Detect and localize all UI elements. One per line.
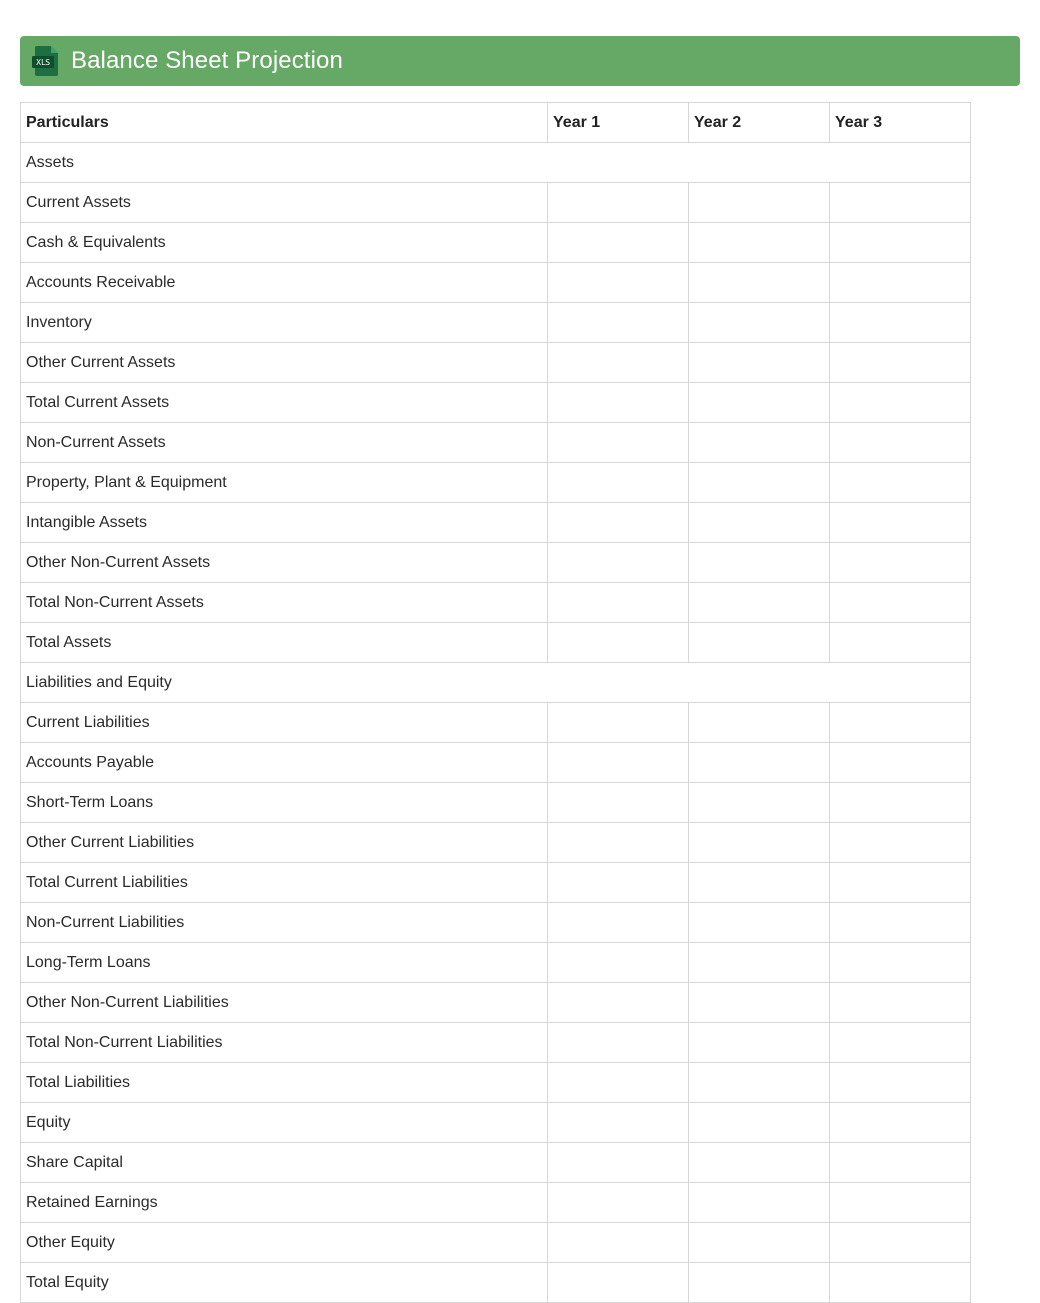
- page-header: [20, 36, 1020, 86]
- year-2-cell[interactable]: [689, 1223, 830, 1263]
- table-row: [21, 183, 971, 223]
- year-1-cell[interactable]: [548, 503, 689, 543]
- table-row: [21, 703, 971, 743]
- year-3-cell[interactable]: [830, 543, 971, 583]
- year-2-cell[interactable]: [689, 823, 830, 863]
- year-1-cell[interactable]: [548, 743, 689, 783]
- year-1-cell[interactable]: [548, 783, 689, 823]
- year-1-cell[interactable]: [548, 1263, 689, 1303]
- section-label: Assets: [21, 143, 971, 183]
- year-2-cell[interactable]: [689, 303, 830, 343]
- row-label: Current Liabilities: [21, 703, 548, 743]
- year-1-cell[interactable]: [548, 263, 689, 303]
- row-label: Other Current Liabilities: [21, 823, 548, 863]
- row-label: Current Assets: [21, 183, 548, 223]
- table-row: [21, 463, 971, 503]
- table-row: [21, 783, 971, 823]
- year-1-cell[interactable]: [548, 463, 689, 503]
- row-label: Share Capital: [21, 1143, 548, 1183]
- row-label: Equity: [21, 1103, 548, 1143]
- year-2-cell[interactable]: [689, 463, 830, 503]
- year-3-cell[interactable]: [830, 623, 971, 663]
- row-label: Total Assets: [21, 623, 548, 663]
- row-label: Other Non-Current Liabilities: [21, 983, 548, 1023]
- year-1-cell[interactable]: [548, 983, 689, 1023]
- year-3-cell[interactable]: [830, 1143, 971, 1183]
- year-3-cell[interactable]: [830, 863, 971, 903]
- row-label: Inventory: [21, 303, 548, 343]
- year-1-cell[interactable]: [548, 343, 689, 383]
- row-label: Short-Term Loans: [21, 783, 548, 823]
- row-label: Non-Current Liabilities: [21, 903, 548, 943]
- section-row: [21, 143, 971, 183]
- table-row: [21, 543, 971, 583]
- year-3-cell[interactable]: [830, 703, 971, 743]
- year-2-cell[interactable]: [689, 343, 830, 383]
- year-3-cell[interactable]: [830, 1103, 971, 1143]
- year-3-cell[interactable]: [830, 983, 971, 1023]
- table-row: [21, 743, 971, 783]
- year-2-cell[interactable]: [689, 983, 830, 1023]
- table-row: [21, 1223, 971, 1263]
- row-label: Total Current Liabilities: [21, 863, 548, 903]
- year-3-cell[interactable]: [830, 383, 971, 423]
- table-row: [21, 423, 971, 463]
- year-3-cell[interactable]: [830, 1063, 971, 1103]
- year-1-cell[interactable]: [548, 223, 689, 263]
- year-3-cell[interactable]: [830, 1023, 971, 1063]
- year-2-cell[interactable]: [689, 1063, 830, 1103]
- year-2-cell[interactable]: [689, 1023, 830, 1063]
- row-label: Total Non-Current Assets: [21, 583, 548, 623]
- year-1-cell[interactable]: [548, 1143, 689, 1183]
- year-1-cell[interactable]: [548, 1183, 689, 1223]
- table-row: [21, 623, 971, 663]
- year-3-cell[interactable]: [830, 903, 971, 943]
- year-3-cell[interactable]: [830, 1183, 971, 1223]
- year-3-cell[interactable]: [830, 783, 971, 823]
- table-row: [21, 823, 971, 863]
- table-row: [21, 343, 971, 383]
- section-label: Liabilities and Equity: [21, 663, 971, 703]
- year-2-cell[interactable]: [689, 1183, 830, 1223]
- year-2-cell[interactable]: [689, 943, 830, 983]
- table-row: [21, 1263, 971, 1303]
- year-2-cell[interactable]: [689, 623, 830, 663]
- year-2-cell[interactable]: [689, 903, 830, 943]
- year-2-cell[interactable]: [689, 583, 830, 623]
- year-3-cell[interactable]: [830, 943, 971, 983]
- year-3-cell[interactable]: [830, 503, 971, 543]
- year-3-cell[interactable]: [830, 223, 971, 263]
- table-row: [21, 583, 971, 623]
- year-1-cell[interactable]: [548, 303, 689, 343]
- year-1-cell[interactable]: [548, 1063, 689, 1103]
- year-1-cell[interactable]: [548, 1223, 689, 1263]
- year-1-cell[interactable]: [548, 383, 689, 423]
- year-1-cell[interactable]: [548, 863, 689, 903]
- year-2-cell[interactable]: [689, 183, 830, 223]
- row-label: Accounts Receivable: [21, 263, 548, 303]
- year-3-cell[interactable]: [830, 1263, 971, 1303]
- row-label: Cash & Equivalents: [21, 223, 548, 263]
- table-body: [21, 143, 971, 1303]
- year-2-cell[interactable]: [689, 263, 830, 303]
- column-header-year-1: Year 1: [548, 103, 689, 143]
- column-header-year-3: Year 3: [830, 103, 971, 143]
- year-1-cell[interactable]: [548, 903, 689, 943]
- row-label: Total Current Assets: [21, 383, 548, 423]
- row-label: Other Current Assets: [21, 343, 548, 383]
- year-1-cell[interactable]: [548, 183, 689, 223]
- year-2-cell[interactable]: [689, 1103, 830, 1143]
- year-1-cell[interactable]: [548, 583, 689, 623]
- year-3-cell[interactable]: [830, 1223, 971, 1263]
- column-header-year-2: Year 2: [689, 103, 830, 143]
- row-label: Retained Earnings: [21, 1183, 548, 1223]
- year-1-cell[interactable]: [548, 423, 689, 463]
- year-1-cell[interactable]: [548, 823, 689, 863]
- year-2-cell[interactable]: [689, 423, 830, 463]
- table-row: [21, 1023, 971, 1063]
- column-header-particulars: Particulars: [21, 103, 548, 143]
- table-row: [21, 1183, 971, 1223]
- row-label: Total Non-Current Liabilities: [21, 1023, 548, 1063]
- year-3-cell[interactable]: [830, 743, 971, 783]
- row-label: Other Equity: [21, 1223, 548, 1263]
- year-1-cell[interactable]: [548, 703, 689, 743]
- row-label: Intangible Assets: [21, 503, 548, 543]
- row-label: Other Non-Current Assets: [21, 543, 548, 583]
- year-1-cell[interactable]: [548, 1023, 689, 1063]
- year-2-cell[interactable]: [689, 1263, 830, 1303]
- year-3-cell[interactable]: [830, 463, 971, 503]
- year-2-cell[interactable]: [689, 783, 830, 823]
- row-label: Property, Plant & Equipment: [21, 463, 548, 503]
- year-3-cell[interactable]: [830, 183, 971, 223]
- year-3-cell[interactable]: [830, 423, 971, 463]
- xls-file-icon: [32, 46, 58, 76]
- year-1-cell[interactable]: [548, 1103, 689, 1143]
- table-row: [21, 383, 971, 423]
- header-row: [21, 103, 971, 143]
- year-1-cell[interactable]: [548, 943, 689, 983]
- table-row: [21, 943, 971, 983]
- row-label: Non-Current Assets: [21, 423, 548, 463]
- year-3-cell[interactable]: [830, 303, 971, 343]
- year-2-cell[interactable]: [689, 223, 830, 263]
- table-row: [21, 1143, 971, 1183]
- section-row: [21, 663, 971, 703]
- year-3-cell[interactable]: [830, 343, 971, 383]
- table-row: [21, 1063, 971, 1103]
- year-2-cell[interactable]: [689, 743, 830, 783]
- year-2-cell[interactable]: [689, 503, 830, 543]
- row-label: Long-Term Loans: [21, 943, 548, 983]
- year-2-cell[interactable]: [689, 543, 830, 583]
- row-label: Accounts Payable: [21, 743, 548, 783]
- table-row: [21, 303, 971, 343]
- year-3-cell[interactable]: [830, 263, 971, 303]
- balance-sheet-table: [20, 102, 971, 1303]
- table-row: [21, 1103, 971, 1143]
- year-1-cell[interactable]: [548, 623, 689, 663]
- table-row: [21, 503, 971, 543]
- table-row: [21, 863, 971, 903]
- svg-text:XLS: XLS: [35, 58, 51, 67]
- table-row: [21, 263, 971, 303]
- table-row: [21, 983, 971, 1023]
- row-label: Total Liabilities: [21, 1063, 548, 1103]
- table-row: [21, 903, 971, 943]
- row-label: Total Equity: [21, 1263, 548, 1303]
- year-3-cell[interactable]: [830, 583, 971, 623]
- table-row: [21, 223, 971, 263]
- year-3-cell[interactable]: [830, 823, 971, 863]
- page-title: Balance Sheet Projection: [71, 47, 343, 74]
- year-1-cell[interactable]: [548, 543, 689, 583]
- year-2-cell[interactable]: [689, 863, 830, 903]
- year-2-cell[interactable]: [689, 703, 830, 743]
- year-2-cell[interactable]: [689, 1143, 830, 1183]
- year-2-cell[interactable]: [689, 383, 830, 423]
